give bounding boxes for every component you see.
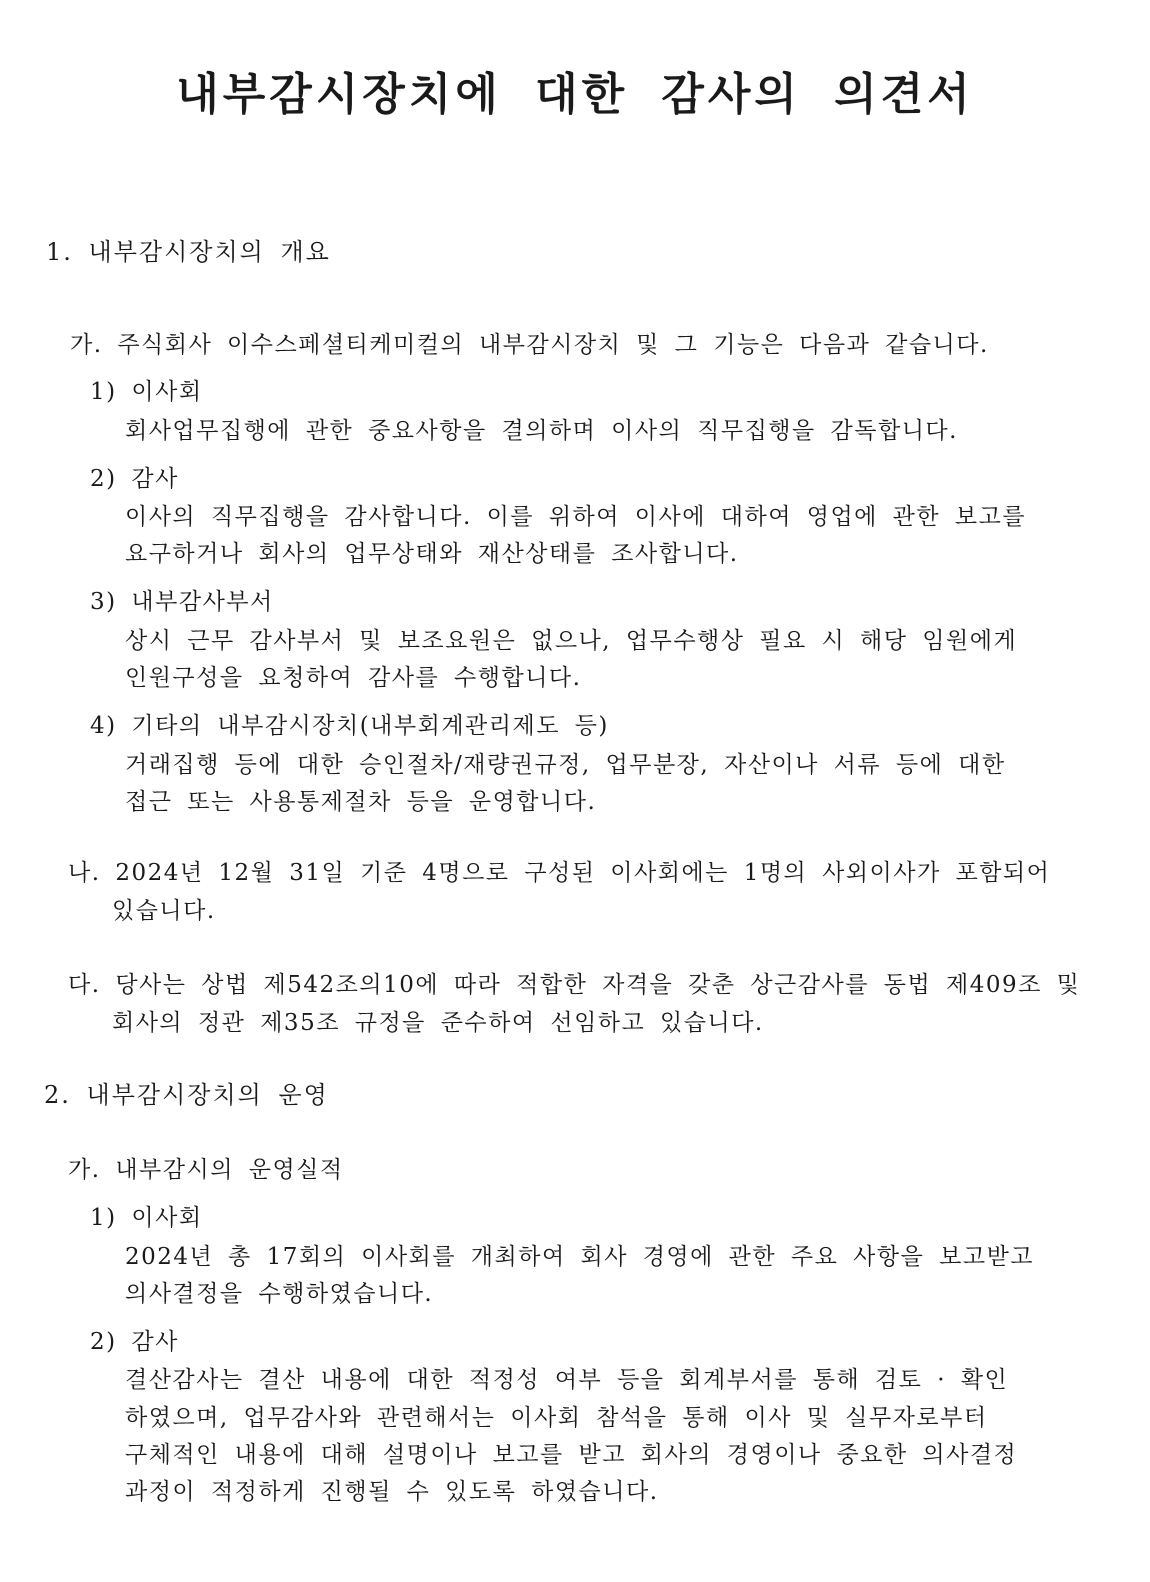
document-title: 내부감시장치에 대한 감사의 의견서 <box>176 69 974 120</box>
item-text-line: 접근 또는 사용통제절차 등을 운영합니다. <box>125 789 597 815</box>
item-label-board: 1) 이사회 <box>90 379 203 405</box>
section-1-da-line: 다. 당사는 상법 제542조의10에 따라 적합한 자격을 갖춘 상근감사를 동법 제409조 및 <box>68 972 1081 998</box>
section-1-ga-text: 가. 주식회사 이수스페셜티케미컬의 내부감시장치 및 그 기능은 다음과 같습니다. <box>70 332 989 358</box>
item-text-line: 거래집행 등에 대한 승인절차/재량권규정, 업무분장, 자산이나 서류 등에 대한 <box>125 752 1006 778</box>
item-text-line: 회사업무집행에 관한 중요사항을 결의하며 이사의 직무집행을 감독합니다. <box>125 418 958 444</box>
item-text-line: 이사의 직무집행을 감사합니다. 이를 위하여 이사에 대하여 영업에 관한 보고를 <box>125 504 1027 530</box>
item-label-internal-audit-dept: 3) 내부감사부서 <box>90 589 274 615</box>
item-text-line: 하였으며, 업무감사와 관련해서는 이사회 참석을 통해 이사 및 실무자로부터 <box>125 1405 988 1431</box>
item-text-line: 인원구성을 요청하여 감사를 수행합니다. <box>125 665 582 691</box>
section-1-da-line: 회사의 정관 제35조 규정을 준수하여 선임하고 있습니다. <box>112 1010 764 1036</box>
item-text-line: 2024년 총 17회의 이사회를 개최하여 회사 경영에 관한 주요 사항을 보고받고 <box>125 1244 1035 1270</box>
item-text-line: 요구하거나 회사의 업무상태와 재산상태를 조사합니다. <box>125 541 739 567</box>
item-label-board: 1) 이사회 <box>90 1205 203 1231</box>
section-1-heading: 1. 내부감시장치의 개요 <box>46 238 331 266</box>
item-text-line: 결산감사는 결산 내용에 대한 적정성 여부 등을 회계부서를 통해 검토 · 확인 <box>125 1367 1009 1393</box>
section-2-heading: 2. 내부감시장치의 운영 <box>44 1081 329 1109</box>
section-1-na-line: 있습니다. <box>112 898 216 924</box>
section-1-na-line: 나. 2024년 12월 31일 기준 4명으로 구성된 이사회에는 1명의 사외이사가 포함되어 <box>68 860 1051 886</box>
section-2-ga-text: 가. 내부감시의 운영실적 <box>68 1157 344 1183</box>
item-label-audit: 2) 감사 <box>90 466 179 492</box>
item-text-line: 의사결정을 수행하였습니다. <box>125 1281 434 1307</box>
item-text-line: 상시 근무 감사부서 및 보조요원은 없으나, 업무수행상 필요 시 해당 임원에게 <box>125 628 1018 654</box>
item-text-line: 과정이 적정하게 진행될 수 있도록 하였습니다. <box>125 1479 659 1505</box>
item-label-audit: 2) 감사 <box>90 1329 179 1355</box>
item-text-line: 구체적인 내용에 대해 설명이나 보고를 받고 회사의 경영이나 중요한 의사결정 <box>125 1442 1018 1468</box>
item-label-other-controls: 4) 기타의 내부감시장치(내부회계관리제도 등) <box>90 713 609 739</box>
